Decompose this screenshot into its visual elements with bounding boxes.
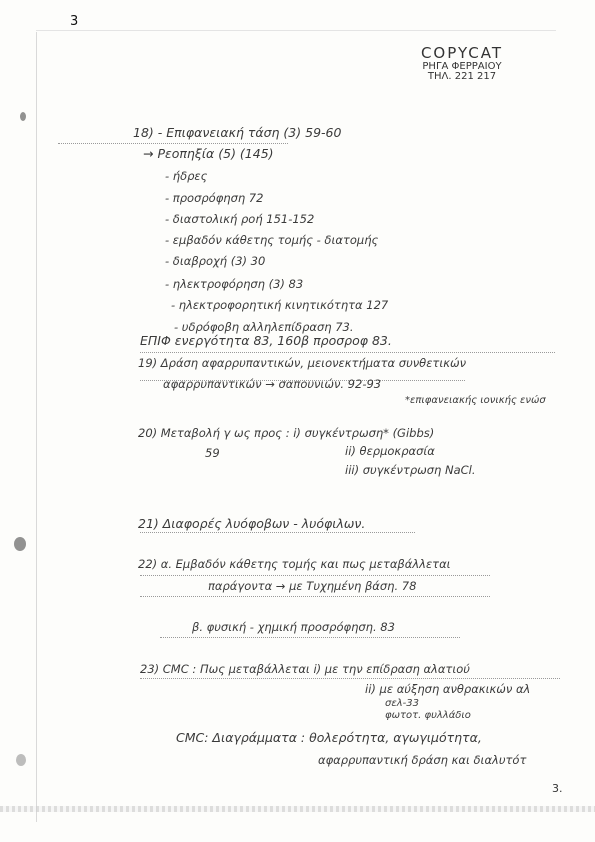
punch-hole-mark (16, 754, 26, 766)
punch-hole-mark (20, 112, 26, 121)
note-line-23: 23) CMC : Πως μεταβάλλεται i) με την επίδραση αλατιού (140, 662, 470, 676)
note-line-rheopexy: → Ρεοπηξία (5) (145) (143, 146, 274, 161)
left-margin-line (36, 32, 37, 822)
note-line-23-ii: ii) με αύξηση ανθρακικών αλ (365, 682, 531, 696)
note-handout-ref: φωτοτ. φυλλάδιο (385, 710, 471, 721)
note-line-item: - ήδρες (165, 169, 208, 183)
note-line-item: - διαστολική ροή 151-152 (165, 212, 315, 226)
scan-edge-band (0, 806, 595, 812)
note-line-item: - εμβαδόν κάθετης τομής - διατομής (165, 233, 379, 247)
note-line-cmc-cont: αφαρρυπαντική δράση και διαλυτότ (318, 753, 527, 767)
note-footnote: *επιφανειακής ιονικής ενώσ (405, 395, 546, 406)
note-line-surface-activity: ΕΠΙΦ ενεργότητα 83, 160β προσροφ 83. (140, 333, 392, 348)
stamp-brand: COPYCAT (420, 44, 504, 62)
note-line-22b: β. φυσική - χημική προσρόφηση. 83 (192, 620, 395, 634)
punch-hole-mark (14, 537, 26, 551)
note-line-item: - προσρόφηση 72 (165, 191, 264, 205)
ruled-line (140, 678, 560, 679)
note-line-22a-cont: παράγοντα → με Τυχημένη βάση. 78 (208, 579, 417, 593)
ruled-line (140, 596, 490, 597)
note-line-item: - υδρόφοβη αλληλεπίδραση 73. (174, 320, 354, 334)
note-page-ref: σελ-33 (385, 698, 419, 709)
ruled-line (58, 143, 288, 144)
stamp-phone: ΤΗΛ. 221 217 (427, 71, 497, 83)
page-number-bottom: 3. (552, 782, 563, 795)
ruled-line (140, 352, 555, 353)
note-line-19: 19) Δράση αφαρρυπαντικών, μειονεκτήματα συνθετικών (138, 356, 467, 370)
note-line-20-iii: iii) συγκέντρωση NaCl. (345, 463, 476, 477)
ruled-line (140, 532, 415, 533)
note-line-19-cont: αφαρρυπαντικών → σαπουνιών. 92-93 (163, 377, 382, 391)
page-number-top: 3 (70, 14, 79, 29)
note-line-item: - διαβροχή (3) 30 (165, 254, 266, 268)
note-line-21: 21) Διαφορές λυόφοβων - λυόφιλων. (138, 516, 366, 531)
stamp-address: ΡΗΓΑ ΦΕΡΡΑΙΟΥ (422, 60, 502, 72)
ruled-line (160, 637, 460, 638)
note-line-item: - ηλεκτροφόρηση (3) 83 (165, 277, 304, 291)
note-page-ref: 59 (205, 446, 220, 460)
note-line-18: 18) - Επιφανειακή τάση (3) 59-60 (133, 125, 342, 140)
top-margin-line (36, 30, 556, 31)
note-line-20-ii: ii) θερμοκρασία (345, 444, 435, 458)
note-line-item: - ηλεκτροφορητική κινητικότητα 127 (171, 298, 389, 312)
note-line-22a: 22) α. Εμβαδόν κάθετης τομής και πως μεταβάλλεται (138, 557, 451, 571)
note-line-cmc-diagrams: CMC: Διαγράμματα : θολερότητα, αγωγιμότητα, (176, 730, 482, 745)
note-line-20: 20) Μεταβολή γ ως προς : i) συγκέντρωση* (Gibbs) (138, 426, 435, 440)
ruled-line (140, 575, 490, 576)
copycat-stamp (402, 46, 522, 83)
